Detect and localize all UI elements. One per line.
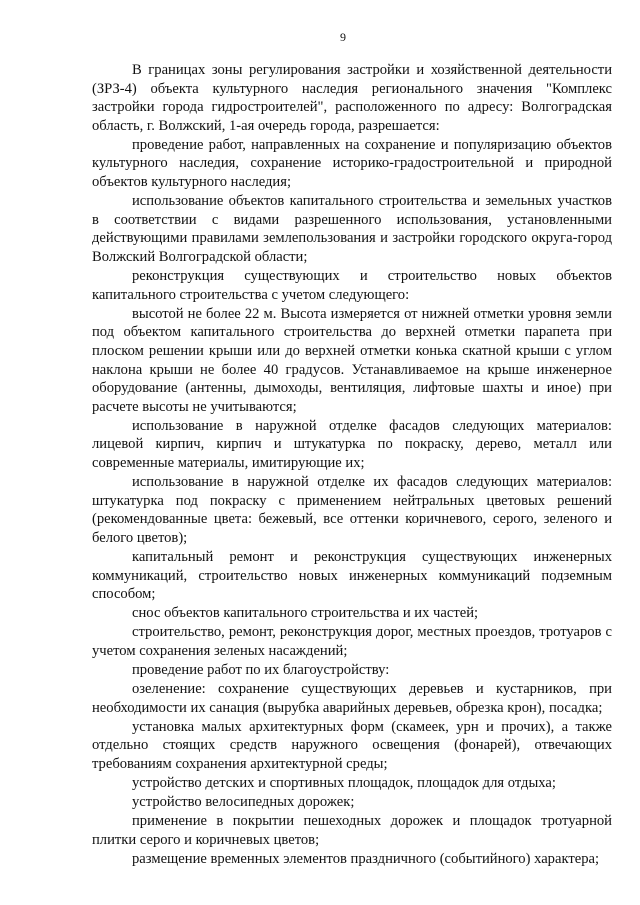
paragraph-heritage-works: проведение работ, направленных на сохранение и популяризацию объектов культурного наследия, сохранение историко-градостроительной и природной объектов культурного наследия; xyxy=(92,136,612,191)
paragraph-reconstruction: реконструкция существующих и строительство новых объектов капитального строительства с учетом следующего: xyxy=(92,268,612,303)
paragraph-roads: строительство, ремонт, реконструкция дорог, местных проездов, тротуаров с учетом сохранения зеленых насаждений; xyxy=(92,624,612,659)
paragraph-paving: применение в покрытии пешеходных дорожек и площадок тротуарной плитки серого и коричневых цветов; xyxy=(92,813,612,848)
paragraph-height-limit: высотой не более 22 м. Высота измеряется от нижней отметки уровня земли под объектом капитального строительства до верхней отметки парапета при плоском решении крыши или до верхней отметки конька скатной крыши с углом наклона крыши не более 40 градусов. Устанавливаемое на крыше инженерное оборудование (антенны, дымоходы, вентиляция, лифтовые шахты и иное) при расчете высоты не учитываются; xyxy=(92,305,612,415)
paragraph-utilities: капитальный ремонт и реконструкция существующих инженерных коммуникаций, строительство новых инженерных коммуникаций подземным способом; xyxy=(92,548,612,603)
paragraph-landscaping: проведение работ по их благоустройству: xyxy=(132,662,390,678)
paragraph-temporary-elements: размещение временных элементов праздничного (событийного) характера; xyxy=(132,850,600,867)
paragraph-playgrounds: устройство детских и спортивных площадок, площадок для отдыха; xyxy=(132,775,556,792)
paragraph-zone-intro: В границах зоны регулирования застройки и хозяйственной деятельности (ЗРЗ-4) объекта культурного наследия регионального значения "Комплекс застройки города гидростроителей", расположенного по адресу: Волгоградская область, г. Волжский, 1-ая очередь города, разрешается: xyxy=(92,62,612,134)
paragraph-facade-colors: использование в наружной отделке их фасадов следующих материалов: штукатурка под покраску с применением нейтральных цветовых решений (рекомендованные цвета: бежевый, все оттенки коричневого, серого, зеленого и белого цветов); xyxy=(92,474,612,546)
page-number: 9 xyxy=(340,30,346,44)
paragraph-bike-paths: устройство велосипедных дорожек; xyxy=(132,794,355,811)
paragraph-land-use: использование объектов капитального строительства и земельных участков в соответствии с видами разрешенного использования, установленными действующими правилами землепользования и застройки городского округа-город Волжский Волгоградской области; xyxy=(92,193,612,265)
document-body xyxy=(92,61,612,869)
paragraph-facade-materials: использование в наружной отделке фасадов следующих материалов: лицевой кирпич, кирпич и штукатурка по покраску, дерево, металл или современные материалы, имитирующие их; xyxy=(92,417,612,471)
paragraph-greenery: озеленение: сохранение существующих деревьев и кустарников, при необходимости их санация (вырубка аварийных деревьев, обрезка крон), посадка; xyxy=(92,681,612,716)
paragraph-demolition: снос объектов капитального строительства и их частей; xyxy=(132,605,479,622)
paragraph-small-forms: установка малых архитектурных форм (скамеек, урн и прочих), а также отдельно стоящих средств наружного освещения (фонарей), отвечающих требованиям сохранения архитектурной среды; xyxy=(92,718,612,772)
